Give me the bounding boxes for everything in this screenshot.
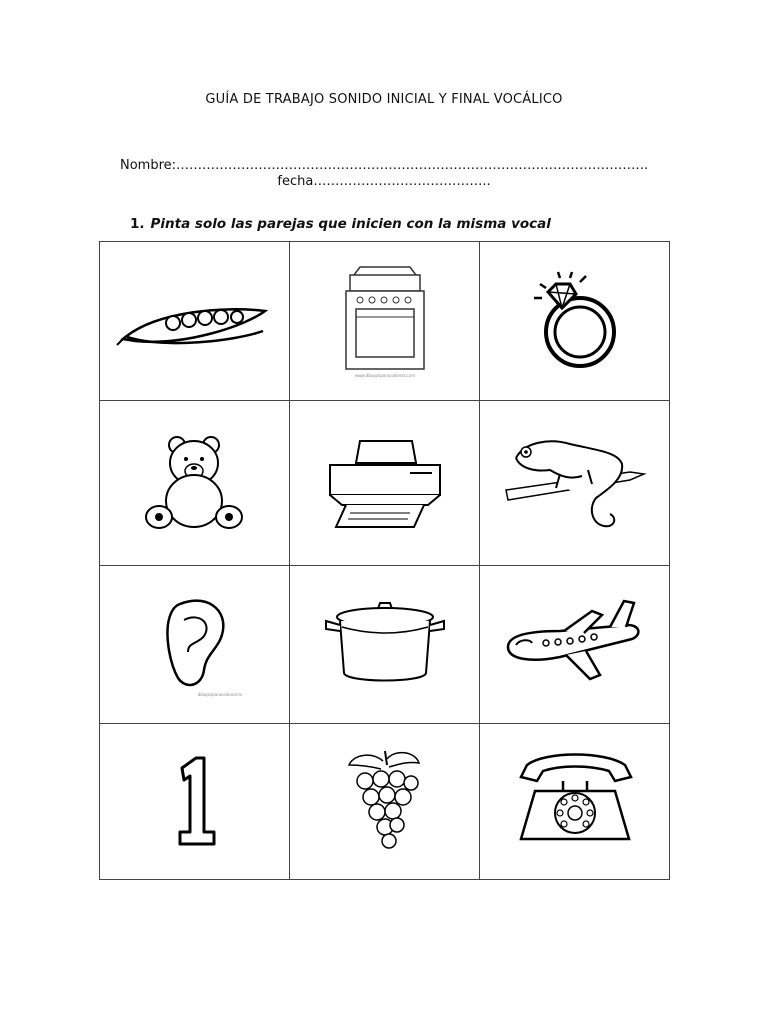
number-one-icon	[150, 752, 240, 852]
pot-icon	[320, 595, 450, 695]
chameleon-icon	[500, 428, 650, 538]
airplane-icon	[500, 595, 650, 695]
grapes-icon	[335, 747, 435, 857]
grid-cell[interactable]	[100, 401, 290, 566]
activity-instruction	[130, 216, 551, 232]
grid-cell[interactable]	[480, 566, 670, 724]
grid-cell[interactable]	[480, 242, 670, 401]
activity-text: Pinta solo las parejas que inicien con la misma vocal	[150, 216, 551, 232]
ear-icon	[140, 590, 250, 700]
stove-image-credit: www.dibujosparacolorear.com	[354, 373, 415, 378]
grid-cell[interactable]	[100, 242, 290, 401]
bear-icon	[135, 433, 255, 533]
stove-icon	[330, 261, 440, 381]
pea-pod-icon	[115, 271, 275, 371]
picture-grid	[99, 241, 670, 880]
grid-cell[interactable]	[100, 724, 290, 880]
grid-cell[interactable]	[480, 724, 670, 880]
grid-cell[interactable]	[480, 401, 670, 566]
grid-cell[interactable]	[290, 242, 480, 401]
grid-row	[100, 242, 670, 401]
page-title: GUÍA DE TRABAJO SONIDO INICIAL Y FINAL VOCÁLICO	[205, 92, 563, 107]
printer-icon	[320, 433, 450, 533]
grid-cell[interactable]	[290, 401, 480, 566]
grid-row	[100, 724, 670, 880]
grid-cell[interactable]	[290, 566, 480, 724]
grid-row	[100, 401, 670, 566]
activity-number: 1.	[130, 216, 145, 232]
telephone-icon	[505, 747, 645, 857]
grid-row	[100, 566, 670, 724]
name-field-line: Nombre:……………………………………………………………………………………………….	[120, 158, 649, 173]
ring-icon	[510, 266, 640, 376]
grid-cell[interactable]	[100, 566, 290, 724]
date-field-line: fecha…………………………………..	[277, 174, 491, 189]
grid-cell[interactable]	[290, 724, 480, 880]
ear-image-credit: dibujosparacolorear.tv	[197, 691, 242, 697]
